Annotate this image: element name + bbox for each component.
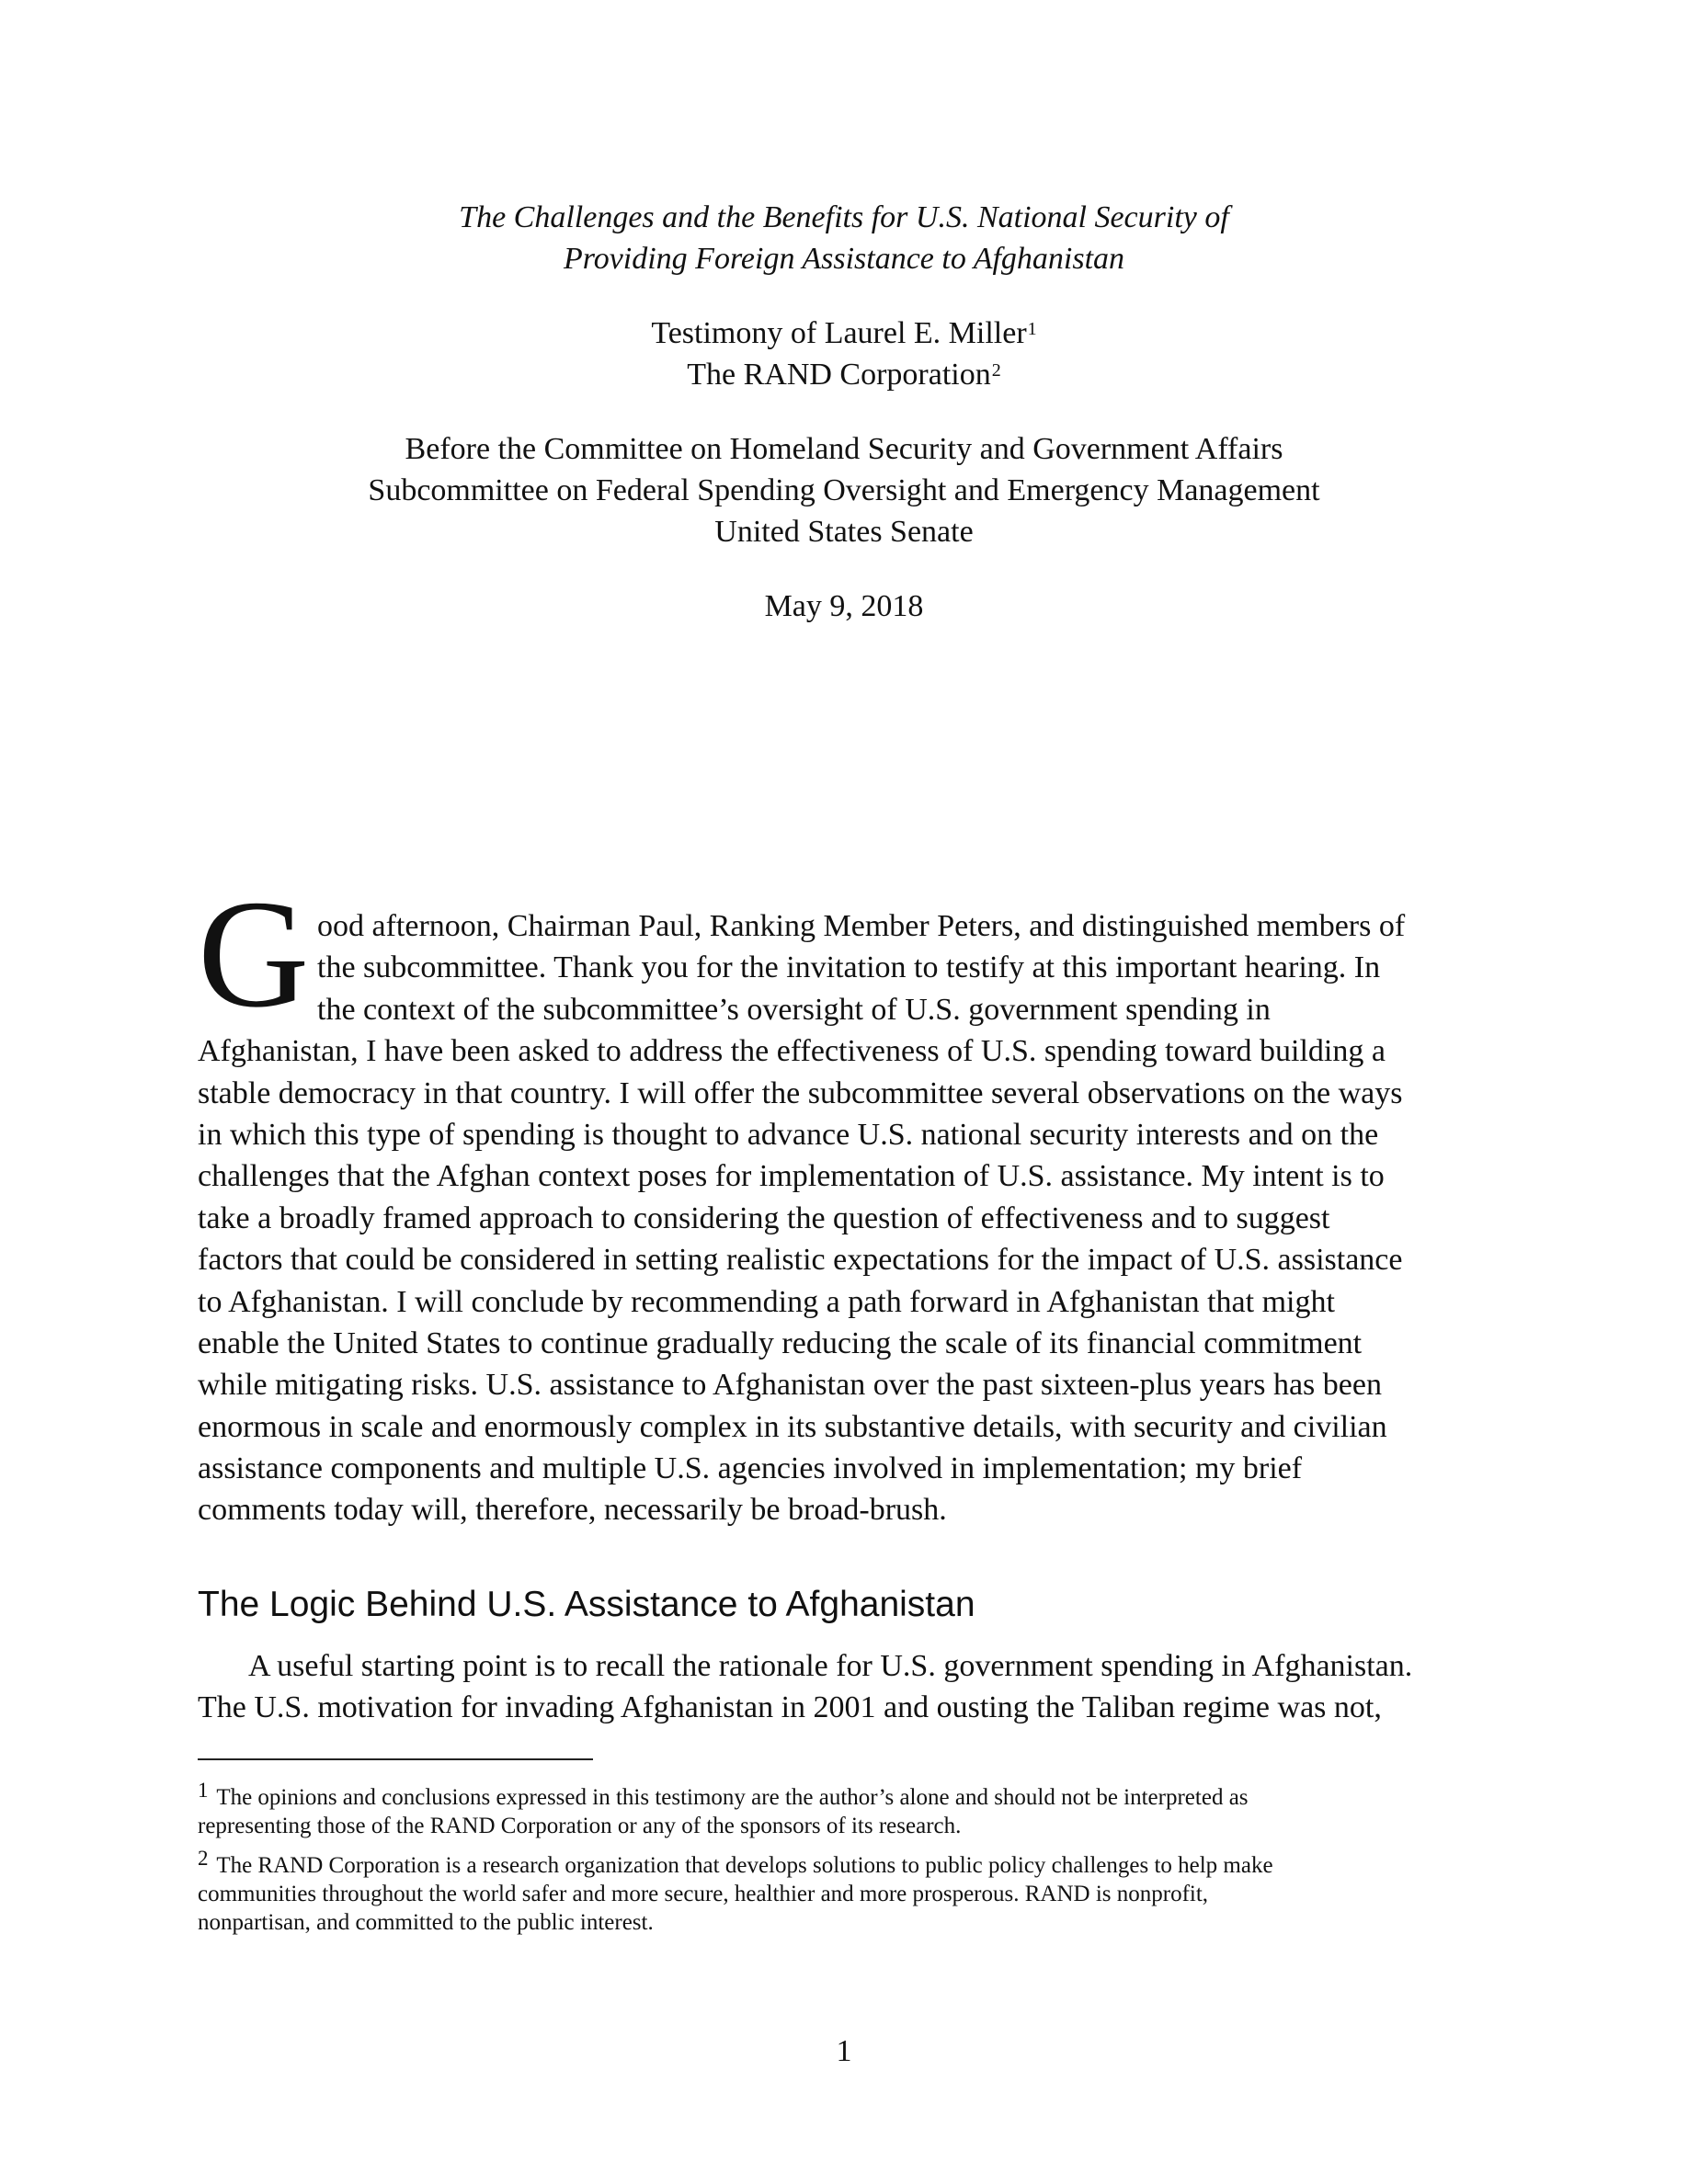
intro-line: stable democracy in that country. I will offer the subcommittee several observations on the ways	[198, 1075, 1403, 1110]
testimony-organization-text: The RAND Corporation	[687, 358, 991, 392]
footnote-line: communities throughout the world safer and more secure, healthier and more prosperous. RAND is nonprofit,	[198, 1882, 1209, 1906]
document-title-line-1: The Challenges and the Benefits for U.S. National Security of	[459, 200, 1229, 234]
intro-line: take a broadly framed approach to considering the question of effectiveness and to suggest	[198, 1200, 1330, 1235]
testimony-organization	[0, 354, 1688, 395]
intro-line: factors that could be considered in setting realistic expectations for the impact of U.S. assistance	[198, 1243, 1403, 1278]
footnote-2	[198, 1847, 1503, 1937]
footnote-line	[198, 1847, 1503, 1880]
footnote-number: 1	[198, 1779, 209, 1802]
document-title-line-2: Providing Foreign Assistance to Afghanistan	[563, 242, 1125, 276]
page-number: 1	[836, 2034, 852, 2068]
footnote-ref-1[interactable]: 1	[1027, 319, 1037, 339]
intro-line: the context of the subcommittee’s oversight of U.S. government spending in	[317, 992, 1271, 1027]
footnote-line	[198, 1779, 1503, 1812]
committee-line-2: Subcommittee on Federal Spending Oversight and Emergency Management	[368, 473, 1320, 507]
intro-line: challenges that the Afghan context poses for implementation of U.S. assistance. My intent is to	[198, 1159, 1385, 1194]
section-line: A useful starting point is to recall the rationale for U.S. government spending in Afghanistan.	[248, 1649, 1413, 1683]
intro-line: Afghanistan, I have been asked to address the effectiveness of U.S. spending toward building a	[198, 1034, 1386, 1069]
intro-line: enable the United States to continue gradually reducing the scale of its financial commitment	[198, 1325, 1363, 1360]
footnote-separator	[198, 1758, 593, 1760]
intro-line: comments today will, therefore, necessarily be broad-brush.	[198, 1493, 947, 1528]
testimony-author	[0, 313, 1688, 354]
footnote-text: The RAND Corporation is a research organization that develops solutions to public policy challenges to help make	[216, 1853, 1273, 1878]
intro-line: enormous in scale and enormously complex in its substantive details, with security and civilian	[198, 1409, 1387, 1444]
intro-line: in which this type of spending is thought to advance U.S. national security interests and on the	[198, 1117, 1379, 1152]
intro-line: assistance components and multiple U.S. agencies involved in implementation; my brief	[198, 1451, 1303, 1486]
footnotes	[198, 1779, 1503, 1948]
intro-line: the subcommittee. Thank you for the invitation to testify at this important hearing. In	[317, 950, 1381, 985]
intro-paragraph	[198, 905, 1485, 1531]
footnote-text: The opinions and conclusions expressed in this testimony are the author’s alone and should not be interpreted as	[216, 1785, 1249, 1810]
footnote-number: 2	[198, 1847, 209, 1870]
committee-line-3: United States Senate	[714, 515, 974, 549]
footnote-ref-2[interactable]: 2	[991, 360, 1001, 381]
section-line: The U.S. motivation for invading Afghanistan in 2001 and ousting the Taliban regime was not,	[198, 1690, 1382, 1725]
footnote-line: nonpartisan, and committed to the public interest.	[198, 1910, 654, 1935]
intro-line: to Afghanistan. I will conclude by recommending a path forward in Afghanistan that might	[198, 1284, 1335, 1319]
committee-line-1: Before the Committee on Homeland Security and Government Affairs	[405, 432, 1283, 466]
footnote-line: representing those of the RAND Corporation or any of the sponsors of its research.	[198, 1814, 962, 1838]
section-heading: The Logic Behind U.S. Assistance to Afghanistan	[198, 1585, 975, 1624]
testimony-author-text: Testimony of Laurel E. Miller	[651, 316, 1027, 350]
section-paragraph	[198, 1645, 1503, 1729]
testimony-date: May 9, 2018	[764, 589, 924, 623]
intro-line: ood afternoon, Chairman Paul, Ranking Member Peters, and distinguished members of	[317, 909, 1406, 943]
intro-line: while mitigating risks. U.S. assistance to Afghanistan over the past sixteen-plus years has been	[198, 1368, 1382, 1403]
drop-cap: G	[198, 869, 310, 1040]
footnote-1	[198, 1779, 1503, 1840]
